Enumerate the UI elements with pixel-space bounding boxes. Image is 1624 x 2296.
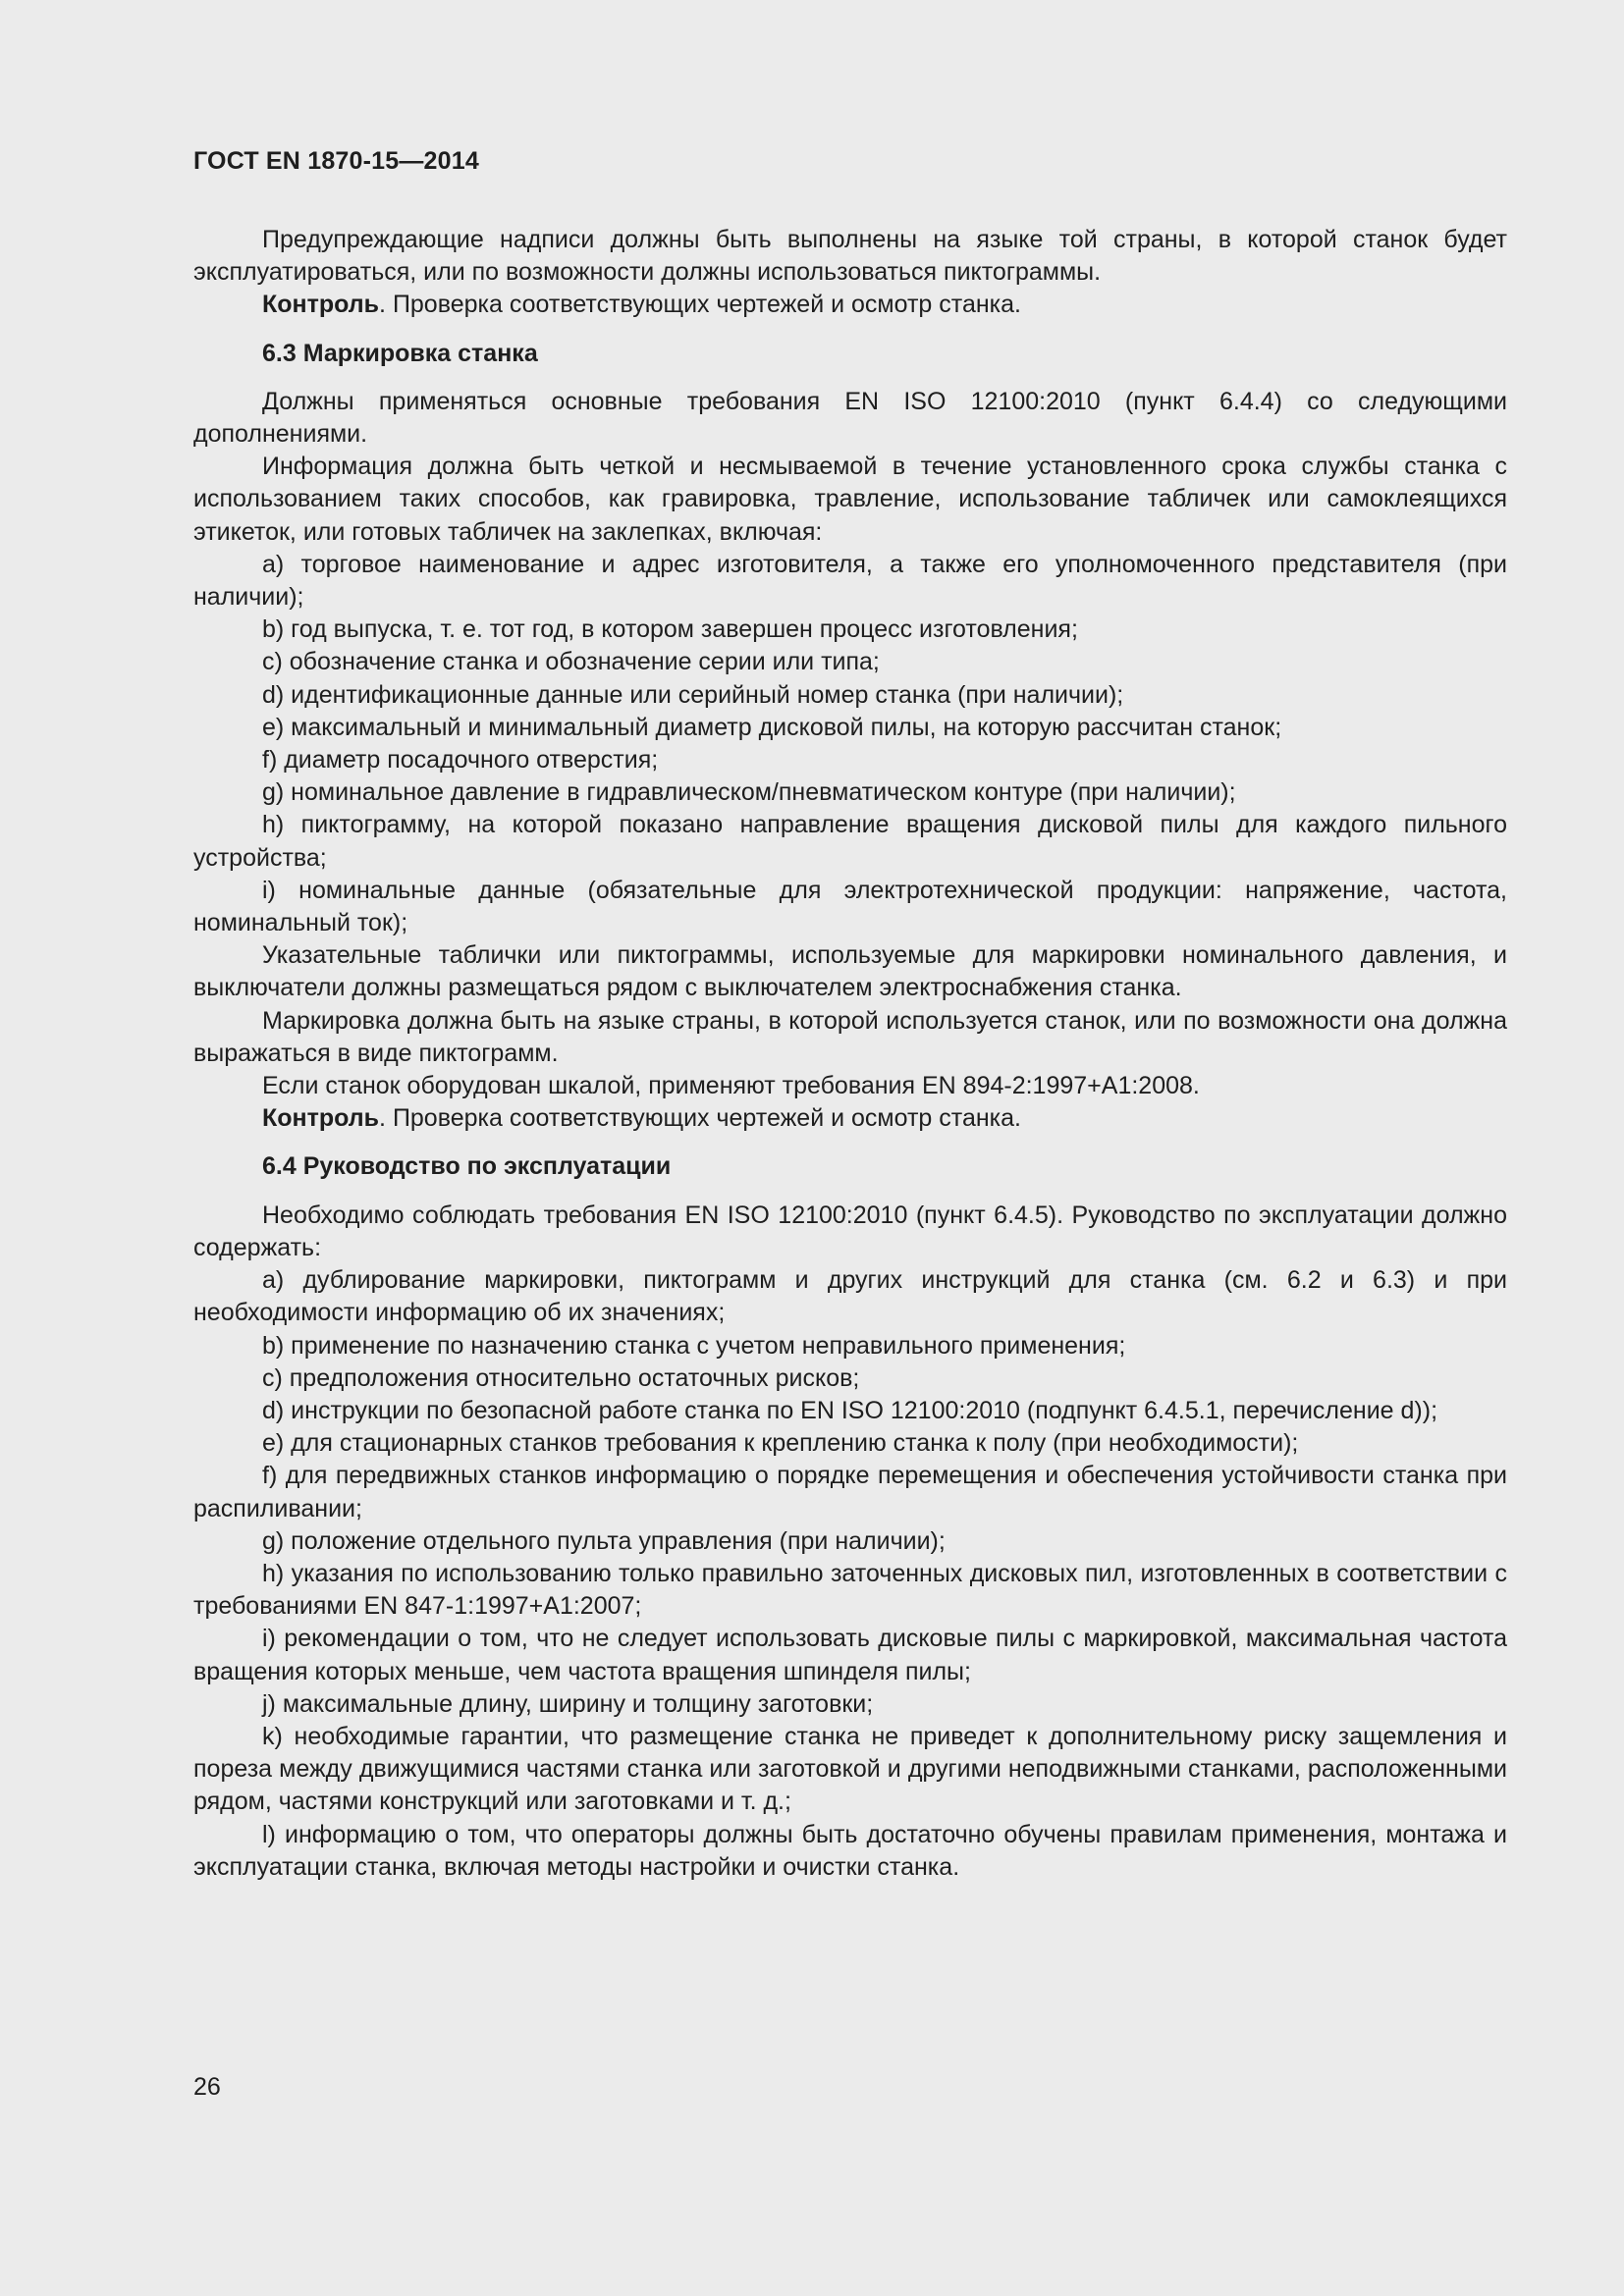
intro-control-paragraph — [193, 289, 1507, 321]
list-item-6-4-c: c) предположения относительно остаточных рисков; — [262, 1363, 860, 1392]
list-item-6-3-e: e) максимальный и минимальный диаметр дисковой пилы, на которую рассчитан станок; — [262, 713, 1282, 741]
list-item-6-4-i: i) рекомендации о том, что не следует использовать дисковые пилы с маркировкой, максимальная частота вращения которых меньше, чем частота вращения шпинделя пилы; — [193, 1625, 1507, 1685]
list-item-6-3-f: f) диаметр посадочного отверстия; — [262, 746, 659, 774]
control-text: . Проверка соответствующих чертежей и осмотр станка. — [379, 291, 1021, 319]
section-6-3-paragraph-5: Если станок оборудован шкалой, применяют требования EN 894-2:1997+A1:2008. — [262, 1072, 1200, 1100]
page-body — [193, 224, 1507, 1884]
list-item-6-3-h: h) пиктограмму, на которой показано направление вращения дисковой пилы для каждого пильного устройства; — [193, 811, 1507, 872]
list-item-6-4-e: e) для стационарных станков требования к креплению станка к полу (при необходимости); — [262, 1429, 1299, 1458]
list-item-6-4-l: l) информацию о том, что операторы должны быть достаточно обучены правилам применения, монтажа и эксплуатации станка, включая методы настройки и очистки станка. — [193, 1820, 1507, 1881]
list-item-6-3-d: d) идентификационные данные или серийный номер станка (при наличии); — [262, 680, 1124, 709]
list-item-6-4-b: b) применение по назначению станка с учетом неправильного применения; — [262, 1331, 1126, 1360]
section-6-4-paragraph-1: Необходимо соблюдать требования EN ISO 12100:2010 (пункт 6.4.5). Руководство по эксплуатации должно содержать: — [193, 1201, 1507, 1261]
list-item-6-3-g: g) номинальное давление в гидравлическом/пневматическом контуре (при наличии); — [262, 778, 1236, 807]
page-number: 26 — [193, 2073, 221, 2101]
list-item-6-3-i: i) номинальные данные (обязательные для электротехнической продукции: напряжение, частота, номинальный ток); — [193, 876, 1507, 937]
list-item-6-4-g: g) положение отдельного пульта управления (при наличии); — [262, 1526, 946, 1555]
control-label: Контроль — [262, 291, 380, 319]
control-text: . Проверка соответствующих чертежей и осмотр станка. — [379, 1104, 1021, 1133]
section-6-4-title: 6.4 Руководство по эксплуатации — [262, 1152, 672, 1181]
document-code-header: ГОСТ EN 1870-15—2014 — [193, 147, 479, 175]
section-6-3-paragraph-3: Указательные таблички или пиктограммы, используемые для маркировки номинального давления, и выключатели должны размещаться рядом с выключателем электроснабжения станка. — [193, 941, 1507, 1002]
list-item-6-4-d: d) инструкции по безопасной работе станка по EN ISO 12100:2010 (подпункт 6.4.5.1, перечисление d)); — [262, 1396, 1438, 1424]
section-6-3-title: 6.3 Маркировка станка — [262, 339, 538, 367]
section-6-3-paragraph-4: Маркировка должна быть на языке страны, в которой используется станок, или по возможности она должна выражаться в виде пиктограмм. — [193, 1006, 1507, 1067]
list-item-6-4-h: h) указания по использованию только правильно заточенных дисковых пил, изготовленных в соответствии с требованиями EN 847-1:1997+A1:2007; — [193, 1559, 1507, 1621]
section-6-3-control-paragraph — [193, 1102, 1507, 1135]
section-6-3-paragraph-2: Информация должна быть четкой и несмываемой в течение установленного срока службы станка с использованием таких способов, как гравировка, травление, использование табличек или самоклеящихся этикеток, или готовых табличек на заклепках, включая: — [193, 453, 1507, 546]
list-item-6-4-f: f) для передвижных станков информацию о порядке перемещения и обеспечения устойчивости станка при распиливании; — [193, 1462, 1507, 1522]
list-item-6-4-k: k) необходимые гарантии, что размещение станка не приведет к дополнительному риску защемления и пореза между движущимися частями станка или заготовкой и другими неподвижными станками, расположенными рядом, частями конструкций или заготовками и т. д.; — [193, 1722, 1507, 1816]
control-label: Контроль — [262, 1104, 380, 1133]
list-item-6-3-c: c) обозначение станка и обозначение серии или типа; — [262, 648, 880, 676]
list-item-6-3-b: b) год выпуска, т. е. тот год, в котором завершен процесс изготовления; — [262, 615, 1078, 644]
section-6-3-paragraph-1: Должны применяться основные требования EN ISO 12100:2010 (пункт 6.4.4) со следующими дополнениями. — [193, 387, 1507, 449]
list-item-6-4-a: a) дублирование маркировки, пиктограмм и других инструкций для станка (см. 6.2 и 6.3) и при необходимости информацию об их значениях; — [193, 1266, 1507, 1327]
intro-paragraph: Предупреждающие надписи должны быть выполнены на языке той страны, в которой станок будет эксплуатироваться, или по возможности должны использоваться пиктограммы. — [193, 226, 1507, 287]
list-item-6-3-a: a) торговое наименование и адрес изготовителя, а также его уполномоченного представителя (при наличии); — [193, 550, 1507, 612]
list-item-6-4-j: j) максимальные длину, ширину и толщину заготовки; — [262, 1689, 874, 1718]
